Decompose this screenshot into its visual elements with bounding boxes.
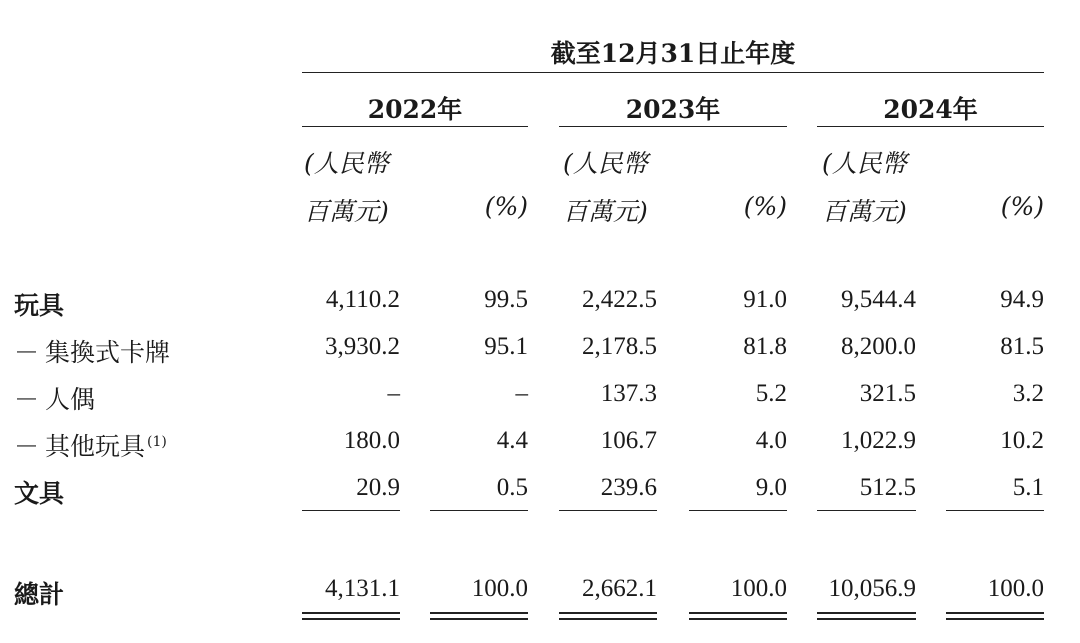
total-double-rule [689,612,787,620]
subtotal-rule [559,510,657,511]
row-prefix-dash: － [14,338,40,367]
cell-stationery-2023-pct: 9.0 [755,474,787,501]
footnote-marker: (1) [147,433,167,450]
total-double-rule [817,612,916,620]
year-underline-2024 [817,126,1044,127]
cell-total-2023-pct: 100.0 [730,575,787,602]
cell-cards-2024-amount: 8,200.0 [841,333,916,360]
period-header: 截至12月31日止年度 [550,39,796,68]
subtotal-rule [689,510,787,511]
cell-total-2022-pct: 100.0 [471,575,528,602]
cell-total-2024-amount: 10,056.9 [828,575,916,602]
cell-figures-2022-amount: – [387,380,400,407]
cell-stationery-2022-pct: 0.5 [496,474,528,501]
cell-total-2024-pct: 100.0 [987,575,1044,602]
cell-figures-2022-pct: – [515,380,528,407]
cell-other-2022-pct: 4.4 [496,427,528,454]
cell-figures-2023-pct: 5.2 [755,380,787,407]
total-double-rule [559,612,657,620]
period-underline [302,72,1044,73]
row-label-stationery: 文具 [14,479,65,508]
cell-toys-2023-amount: 2,422.5 [582,286,657,313]
cell-toys-2024-amount: 9,544.4 [841,286,916,313]
cell-stationery-2024-amount: 512.5 [859,474,916,501]
cell-toys-2022-pct: 99.5 [484,286,528,313]
cell-stationery-2023-amount: 239.6 [600,474,657,501]
subtotal-rule [430,510,528,511]
row-label-toys: 玩具 [14,291,65,320]
cell-other-2024-amount: 1,022.9 [841,427,916,454]
cell-cards-2022-pct: 95.1 [484,333,528,360]
row-label-other-toys [14,427,167,463]
subtotal-rule [946,510,1044,511]
year-header-2023: 2023年 [625,95,721,124]
cell-stationery-2022-amount: 20.9 [356,474,400,501]
cell-cards-2024-pct: 81.5 [1000,333,1044,360]
cell-toys-2023-pct: 91.0 [743,286,787,313]
unit-header-2022-line2: 百萬元) [304,197,389,226]
unit-header-2023-line2: 百萬元) [563,197,648,226]
subtotal-rule [817,510,916,511]
pct-header-2024: (%) [1000,192,1044,221]
row-label-text: 人偶 [45,385,96,414]
cell-other-2024-pct: 10.2 [1000,427,1044,454]
unit-header-2023-line1: (人民幣 [563,149,648,178]
cell-figures-2024-pct: 3.2 [1012,380,1044,407]
year-header-2022: 2022年 [367,95,463,124]
cell-other-2023-amount: 106.7 [600,427,657,454]
unit-header-2022-line1: (人民幣 [304,149,389,178]
cell-stationery-2024-pct: 5.1 [1012,474,1044,501]
row-prefix-dash: － [14,385,40,414]
pct-header-2022: (%) [484,192,528,221]
cell-toys-2024-pct: 94.9 [1000,286,1044,313]
pct-header-2023: (%) [743,192,787,221]
year-underline-2022 [302,126,528,127]
cell-cards-2023-pct: 81.8 [743,333,787,360]
total-double-rule [302,612,400,620]
cell-figures-2023-amount: 137.3 [600,380,657,407]
row-label-figures [14,380,95,416]
row-label-text: 集換式卡牌 [45,338,171,367]
row-label-trading-cards [14,333,170,369]
cell-cards-2022-amount: 3,930.2 [325,333,400,360]
total-double-rule [946,612,1044,620]
subtotal-rule [302,510,400,511]
cell-figures-2024-amount: 321.5 [859,380,916,407]
cell-other-2022-amount: 180.0 [343,427,400,454]
cell-other-2023-pct: 4.0 [755,427,787,454]
row-label-total: 總計 [14,580,65,609]
cell-toys-2022-amount: 4,110.2 [325,286,400,313]
unit-header-2024-line2: 百萬元) [822,197,907,226]
year-header-2024: 2024年 [883,95,978,124]
cell-cards-2023-amount: 2,178.5 [582,333,657,360]
year-underline-2023 [559,126,787,127]
row-prefix-dash: － [14,432,40,461]
cell-total-2022-amount: 4,131.1 [325,575,400,602]
total-double-rule [430,612,528,620]
unit-header-2024-line1: (人民幣 [822,149,907,178]
cell-total-2023-amount: 2,662.1 [582,575,657,602]
row-label-text: 其他玩具 [45,432,146,461]
